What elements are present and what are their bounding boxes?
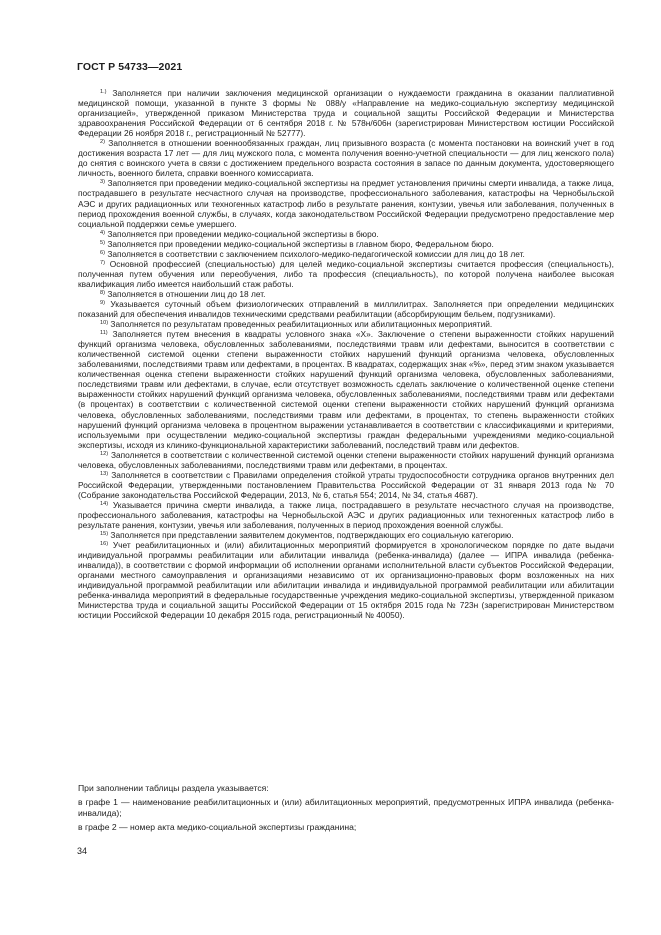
footnote-text: Заполняется по результатам проведенных реабилитационных или абилитационных мероприятий. (110, 319, 493, 330)
footnote-text: Указывается суточный объем физиологических отправлений в миллилитрах. Заполняется при определении медицинских показаний для обеспечения инвалидов техническими средствами реабилитации (абсорбирующим бельем, подгузниками). (78, 298, 614, 320)
table-instructions (78, 783, 614, 833)
footnote-text: Заполняется в соответствии с количественной системой оценки степени выраженности стойких нарушений функций организма человека, обусловленных заболеваниями, последствиями травм или дефектами, в процентах. (78, 449, 614, 470)
footnote-14 (78, 500, 614, 530)
footnote-6 (78, 249, 614, 259)
footnotes-block (78, 88, 614, 620)
footnote-15 (78, 530, 614, 540)
footnote-mark: 5) (100, 239, 105, 246)
footnote-text: Заполняется в отношении военнообязанных граждан, лиц призывного возраста (с момента постановки на воинский учет в год достижения возраста 17 лет — для лиц мужского пола, с момента получения военно-учетной специальности — для лиц женского пола) до снятия с воинского учета в связи с достижением предельного возраста состояния в запасе по данным документа, удостоверяющего личность, военного билета, справки военного комиссариата. (78, 138, 614, 179)
footnote-text: Учет реабилитационных и (или) абилитационных мероприятий формируется в хронологическом порядке по дате выдачи индивидуальной программы реабилитации или абилитации инвалида (ребенка-инвалида) (далее — ИПРА инвалида (ребенка-инвалида)), в соответствии с формой информации об исполнении органами исполнительной власти субъектов Российской Федерации, органами местного самоуправления и организациями независимо от их организационно-правовых форм возложенных на них индивидуальной программой реабилитации или абилитации инвалида и индивидуальной программой реабилитации или абилитации ребенка-инвалида мероприятий в федеральные государственные учреждения медико-социальной экспертизы, утвержденной приказом Министерства труда и социальной защиты Российской Федерации от 15 октября 2015 года № 723н (зарегистрирован Министерством юстиции Российской Федерации 10 декабря 2015 года, регистрационный № 40050). (78, 540, 614, 621)
footnote-mark: 16) (100, 541, 109, 548)
footnote-10 (78, 319, 614, 329)
footnote-text: Заполняется путем внесения в квадраты условного знака «X». Заключение о степени выраженности стойких нарушений функций организма человека, обусловленных заболеваниями, последствиями травм или дефектами, выносится в соответствии с количественной системой оценки степени выраженности стойких нарушений функций организма человека, обусловленных заболеваниями, последствиями травм или дефектами, в процентах. В квадратах, содержащих знак «%», перед этим знаком указывается количественная оценка степени выраженности стойких нарушений функций организма человека, обусловленных заболеваниями, последствиями травм или дефектами, в случае, если отсутствует возможность сделать заключение о количественной оценке степени выраженности стойких нарушений функций организма человека, обусловленных заболеваниями, последствиями травм или дефектами (в процентах) в соответствии с количественной системой оценки степени выраженности стойких нарушений функций организма человека, обусловленных заболеваниями, последствиями травм или дефектами, в процентах, то степень выраженности стойких нарушений функций организма человека в процентном выражении устанавливается в соответствии с классификациями и критериями, используемыми при осуществлении медико-социальной экспертизы граждан федеральными учреждениями медико-социальной экспертизы, исходя из клинико-функциональной характеристики заболеваний, последствий травм или дефектов. (78, 329, 614, 450)
footnote-3 (78, 178, 614, 228)
footnote-13 (78, 470, 614, 500)
footnote-2 (78, 138, 614, 178)
footnote-mark: 12) (100, 450, 109, 457)
footnote-mark: 8) (100, 289, 105, 296)
footnote-mark: 10) (100, 320, 109, 327)
footnote-text: Заполняется при проведении медико-социальной экспертизы на предмет установления причины смерти инвалида, а также лица, пострадавшего в результате несчастного случая на производстве, профессионального заболевания, катастрофы на Чернобыльской АЭС и других радиационных или техногенных катастроф либо в результате ранения, контузии, увечья или заболевания, полученных в период прохождения военной службы, в случаях, когда законодательством Российской Федерации предусмотрено предоставление мер социальной поддержки семье умершего. (78, 178, 614, 229)
footnote-7 (78, 259, 614, 289)
footnote-text: Заполняется в соответствии с Правилами определения стойкой утраты трудоспособности сотрудника органов внутренних дел Российской Федерации, утвержденными постановлением Правительства Российской Федерации от 31 января 2013 года № 70 (Собрание законодательства Российской Федерации, 2013, № 6, статья 554; 2014, № 34, статья 4687). (78, 469, 614, 500)
footnote-mark: 2) (100, 139, 105, 146)
footnote-text: Заполняется при проведении медико-социальной экспертизы в главном бюро, Федеральном бюро. (107, 238, 494, 249)
footnote-mark: 1.) (100, 89, 107, 95)
footnote-text: Заполняется в отношении лиц до 18 лет. (107, 288, 266, 299)
footnote-text: Заполняется при проведении медико-социальной экспертизы в бюро. (107, 228, 379, 239)
footnote-4 (78, 229, 614, 239)
footnote-mark: 7) (100, 259, 105, 266)
footnote-mark: 6) (100, 249, 105, 256)
footnote-text: Заполняется при наличии заключения медицинской организации о нуждаемости гражданина в оказании паллиативной медицинской помощи, указанной в пункте 3 формы № 088/у «Направление на медико-социальную экспертизу медицинской организацией», утвержденной приказом Министерства труда и социальной защиты Российской Федерации и Министерства здравоохранения Российской Федерации от 6 сентября 2018 г. № 578н/606н (зарегистрирован Министерством юстиции Российской Федерации 26 ноября 2018 г., регистрационный № 52777). (78, 88, 614, 139)
footnote-mark: 13) (100, 470, 109, 477)
footnote-12 (78, 450, 614, 470)
footnote-mark: 11) (100, 330, 108, 337)
footnote-mark: 9) (100, 299, 105, 306)
standard-header: ГОСТ Р 54733—2021 (77, 61, 183, 73)
footnote-8 (78, 289, 614, 299)
footnote-text: Указывается причина смерти инвалида, а также лица, пострадавшего в результате несчастного случая на производстве, профессионального заболевания, катастрофы на Чернобыльской АЭС и других радиационных или техногенных катастроф либо в результате ранения, контузии, увечья или заболевания, полученных в период прохождения военной службы. (78, 499, 614, 531)
footnote-5 (78, 239, 614, 249)
footnote-mark: 4) (100, 229, 105, 236)
footnote-mark: 15) (100, 531, 109, 538)
column-2-instruction: в графе 2 — номер акта медико-социальной экспертизы гражданина; (78, 822, 357, 833)
footnote-mark: 3) (100, 179, 105, 186)
footnote-1 (78, 88, 614, 138)
instructions-intro: При заполнении таблицы раздела указывается: (78, 783, 269, 793)
footnote-16 (78, 540, 614, 620)
footnote-mark: 14) (100, 500, 109, 507)
page-number: 34 (77, 846, 88, 856)
footnote-text: Заполняется в соответствии с заключением психолого-медико-педагогической комиссии для лиц до 18 лет. (107, 248, 525, 259)
column-1-instruction: в графе 1 — наименование реабилитационных и (или) абилитационных мероприятий, предусмотренных ИПРА инвалида (ребенка-инвалида); (78, 797, 614, 819)
footnote-text: Заполняется при представлении заявителем документов, подтверждающих его социальную категорию. (110, 530, 514, 541)
footnote-text: Основной профессией (специальностью) для целей медико-социальной экспертизы считается профессия (специальность), полученная путем обучения или переобучения, либо та профессия (специальность), по которой получена наиболее высокая квалификация либо имеется наибольший стаж работы. (78, 258, 614, 289)
footnote-11 (78, 329, 614, 450)
footnote-9 (78, 299, 614, 319)
